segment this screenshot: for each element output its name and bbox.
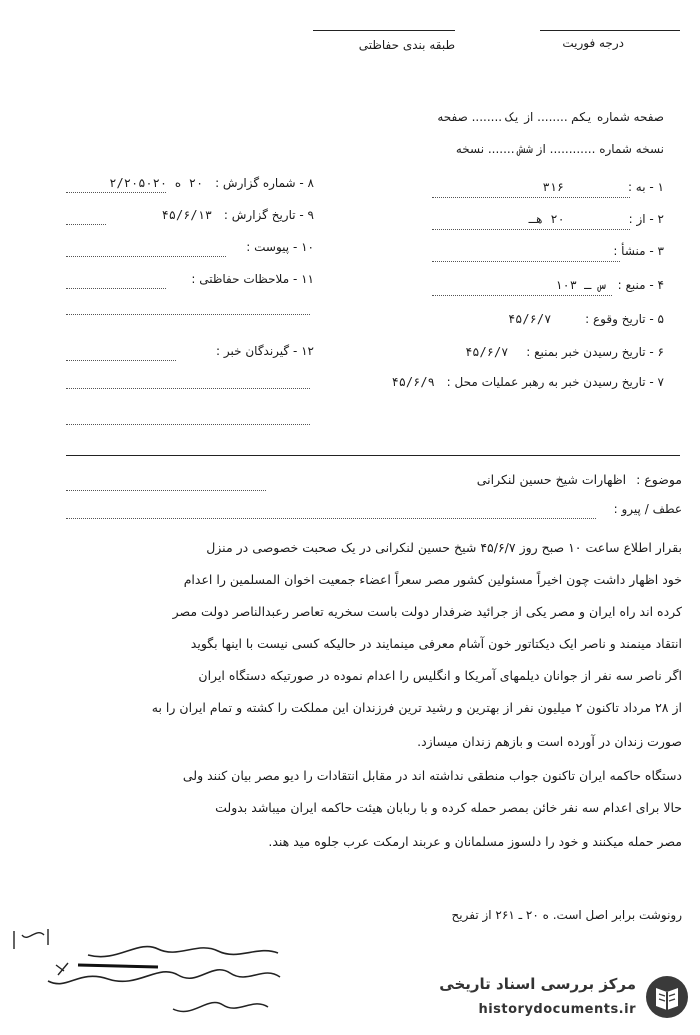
- date-ops-field: ۷ - تاریخ رسیدن خبر به رهبر عملیات محل : ۴۵/۶/۹: [391, 375, 664, 389]
- recipients-dots-2: [66, 388, 310, 389]
- body-line: اگر ناصر سه نفر از جوانان دیلمهای آمریکا و انگلیس را اعدام نموده در صورتیکه دستگاه ایران: [198, 668, 682, 683]
- body-line: از ۲۸ مرداد تاکنون ۲ میلیون نفر از بهترین و رشید ترین فرزندان این مملکت را کشته و تمام ایران را به: [151, 700, 682, 715]
- subject-line: موضوع : اظهارات شیخ حسین لنکرانی: [476, 472, 682, 487]
- report-date-dots: [66, 224, 106, 225]
- source-dots: [432, 295, 612, 296]
- recipients-dots: [66, 360, 176, 361]
- page-number-field: صفحه شماره یکم ........ از یک ........ صفحه: [437, 110, 664, 124]
- subject-dots: [66, 490, 266, 491]
- report-date-field: ۹ - تاریخ گزارش : ۴۵/۶/۱۳: [161, 208, 314, 222]
- date-source-field: ۶ - تاریخ رسیدن خبر بمنبع : ۴۵/۶/۷: [465, 345, 664, 359]
- classification-label: طبقه بندی حفاظتی: [358, 38, 455, 52]
- body-line: دستگاه حاکمه ایران تاکنون جواب منطقی نداشته اند در مقابل انتقادات را دیو مصر بیان کنند ولی: [182, 768, 682, 783]
- security-notes-dots: [66, 288, 166, 289]
- security-notes-dots-2: [66, 314, 310, 315]
- body-line: انتقاد مینمند و ناصر ایک دیکتاتور خون آشام معرفی مینمایند در حالیکه کسی نیست با اینها بگوید: [190, 636, 682, 651]
- book-icon: [644, 974, 690, 1020]
- body-line: بقرار اطلاع ساعت ۱۰ صبح روز ۴۵/۶/۷ شیخ حسین لنکرانی در یک صحبت خصوصی در منزل: [206, 540, 682, 555]
- to-dots: [432, 197, 630, 198]
- archive-title: مرکز بررسی اسناد تاریخی: [439, 975, 636, 993]
- archive-logo: [400, 972, 690, 1030]
- recipients-dots-3: [66, 424, 310, 425]
- body-line: صورت زندان در آورده است و بازهم زندان میسازد.: [417, 734, 682, 749]
- date-occur-field: ۵ - تاریخ وقوع : ۴۵/۶/۷: [507, 312, 664, 326]
- from-field: ۲ - از : ۲۰ هـ: [528, 212, 664, 226]
- source-field: ۴ - منبع : س ـ ۱۰۳: [555, 278, 664, 292]
- priority-label: درجه فوریت: [562, 36, 624, 50]
- origin-dots: [432, 261, 620, 262]
- body-line: خود اظهار داشت چون اخیراً مسئولین کشور مصر سعراً اعضاء جمعیت اخوان المسلمین را اعدام: [183, 572, 682, 587]
- archive-url: historydocuments.ir: [478, 1002, 636, 1017]
- report-number-dots: [66, 192, 166, 193]
- copy-number-field: نسخه شماره ............ از شش ....... نسخه: [455, 142, 664, 156]
- from-dots: [432, 229, 630, 230]
- priority-rule: [540, 30, 680, 31]
- recipients-field: ۱۲ - گیرندگان خبر :: [216, 344, 314, 358]
- report-number-field: ۸ - شماره گزارش : ۲۰ ه ۲/۲۰۵۰۲۰: [109, 176, 314, 190]
- body-line: کرده اند راه ایران و مصر یکی از جرائید ضرفدار دولت باست سخریه تعاصر رعبدالناصر دولت مصر: [172, 604, 682, 619]
- reference-dots: [66, 518, 596, 519]
- attachment-field: ۱۰ - پیوست :: [246, 240, 314, 254]
- origin-field: ۳ - منشأ :: [613, 244, 664, 258]
- reference-line: عطف / پیرو :: [613, 502, 682, 516]
- section-divider: [66, 455, 680, 456]
- to-field: ۱ - به : ۳۱۶: [542, 180, 664, 194]
- security-notes-field: ۱۱ - ملاحظات حفاظتی :: [191, 272, 314, 286]
- body-line: حالا برای اعدام سه نفر خائن بمصر حمله کرده و با ربابان هیئت حاکمه ایران میباشد بدولت: [215, 800, 682, 815]
- body-line: مصر حمله میکنند و خود را دلسوز مسلمانان و عربند ارمکت عرب جلوه مید هند.: [268, 834, 682, 849]
- classification-rule: [313, 30, 455, 31]
- copy-certification: رونوشت برابر اصل است. ه ۲۰ ـ ۲۶۱ از تفریح: [451, 908, 682, 922]
- attachment-dots: [66, 256, 226, 257]
- handwritten-annotation: [8, 915, 298, 1030]
